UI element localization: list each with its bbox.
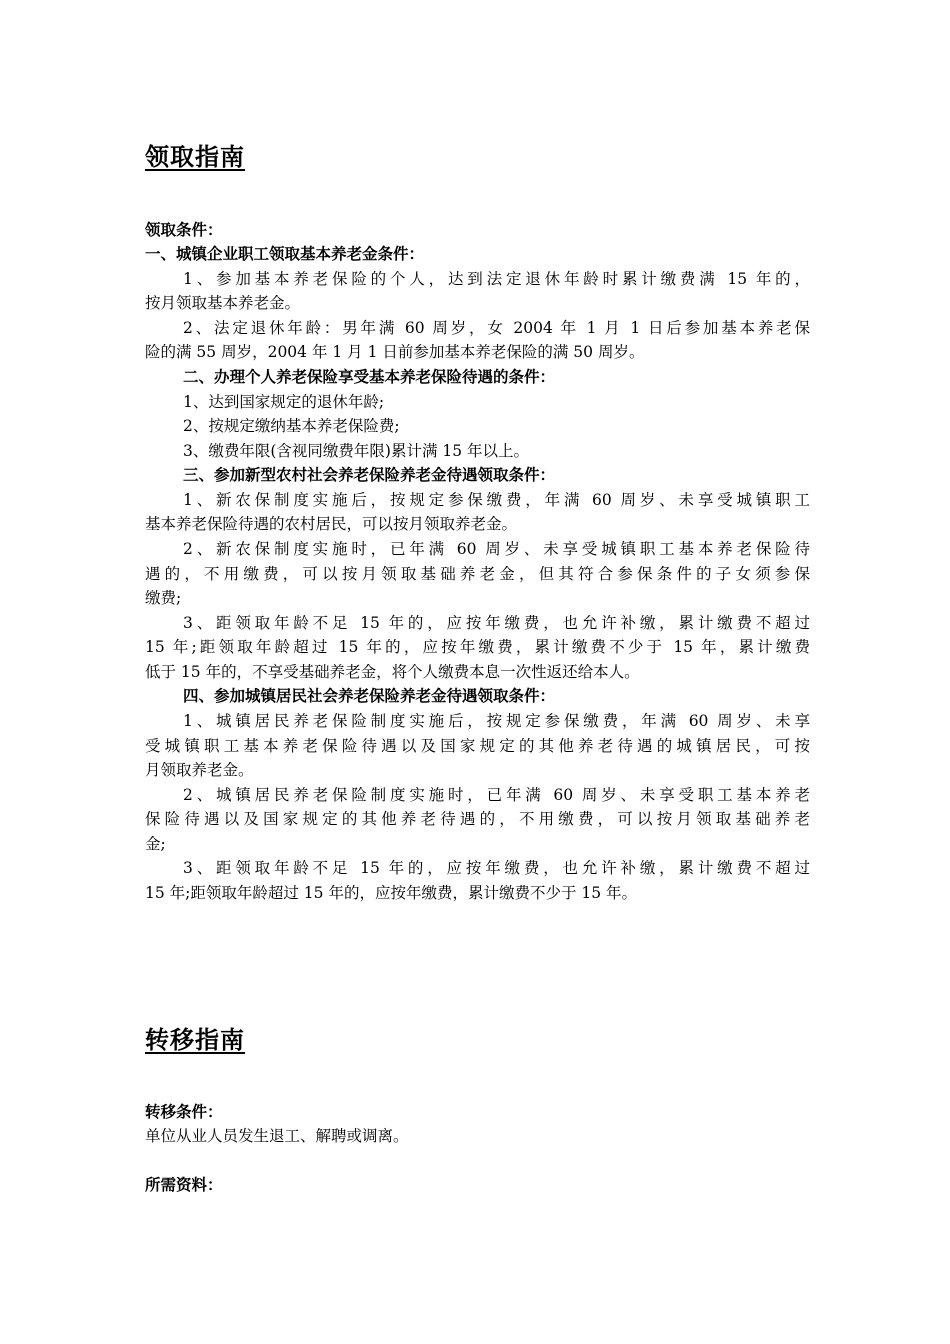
paragraph: 险的满 55 周岁，2004 年 1 月 1 日前参加基本养老保险的满 50 周岁。 [145, 343, 645, 361]
paragraph: 15 年;距领取年龄超过 15 年的，应按年缴费，累计缴费不少于 15 年，累计缴费 [145, 638, 810, 656]
paragraph: 金; [145, 835, 166, 853]
paragraph: 1、城镇居民养老保险制度实施后，按规定参保缴费，年满 60 周岁、未享 [183, 712, 810, 730]
paragraph: 低于 15 年的，不享受基础养老金，将个人缴费本息一次性返还给本人。 [145, 663, 640, 681]
transfer-conditions-label: 转移条件： [145, 1103, 223, 1121]
materials-label: 所需资料： [145, 1176, 223, 1194]
paragraph: 保险待遇以及国家规定的其他养老待遇的，不用缴费，可以按月领取基础养老 [145, 810, 810, 828]
paragraph: 按月领取基本养老金。 [145, 294, 301, 312]
claim-conditions-label: 领取条件： [145, 221, 223, 239]
heading-2: 二、办理个人养老保险享受基本养老保险待遇的条件： [183, 368, 556, 386]
paragraph: 受城镇职工基本养老保险待遇以及国家规定的其他养老待遇的城镇居民，可按 [145, 737, 810, 755]
heading-3: 三、参加新型农村社会养老保险养老金待遇领取条件： [183, 466, 556, 484]
paragraph: 2、法定退休年龄：男年满 60 周岁，女 2004 年 1 月 1 日后参加基本养老保 [183, 319, 810, 337]
paragraph: 3、距领取年龄不足 15 年的，应按年缴费，也允许补缴，累计缴费不超过 [183, 859, 810, 877]
paragraph: 基本养老保险待遇的农村居民，可以按月领取养老金。 [145, 515, 518, 533]
paragraph: 2、按规定缴纳基本养老保险费; [183, 417, 400, 435]
paragraph: 1、达到国家规定的退休年龄; [183, 393, 385, 411]
paragraph: 缴费; [145, 589, 182, 607]
paragraph: 1、参加基本养老保险的个人，达到法定退休年龄时累计缴费满 15 年的， [183, 270, 810, 288]
heading-1: 一、城镇企业职工领取基本养老金条件： [145, 245, 425, 263]
section-title-claim: 领取指南 [145, 143, 245, 171]
paragraph: 遇的，不用缴费，可以按月领取基础养老金，但其符合参保条件的子女须参保 [145, 565, 810, 583]
paragraph: 15 年;距领取年龄超过 15 年的，应按年缴费，累计缴费不少于 15 年。 [145, 884, 638, 902]
paragraph: 2、新农保制度实施时，已年满 60 周岁、未享受城镇职工基本养老保险待 [183, 540, 810, 558]
paragraph: 2、城镇居民养老保险制度实施时，已年满 60 周岁、未享受职工基本养老 [183, 786, 810, 804]
heading-4: 四、参加城镇居民社会养老保险养老金待遇领取条件： [183, 687, 556, 705]
paragraph: 3、距领取年龄不足 15 年的，应按年缴费，也允许补缴，累计缴费不超过 [183, 614, 810, 632]
section-title-transfer: 转移指南 [145, 1026, 245, 1054]
paragraph: 月领取养老金。 [145, 761, 254, 779]
transfer-conditions-text: 单位从业人员发生退工、解聘或调离。 [145, 1127, 409, 1145]
paragraph: 3、缴费年限(含视同缴费年限)累计满 15 年以上。 [183, 442, 530, 460]
paragraph: 1、新农保制度实施后，按规定参保缴费，年满 60 周岁、未享受城镇职工 [183, 491, 810, 509]
